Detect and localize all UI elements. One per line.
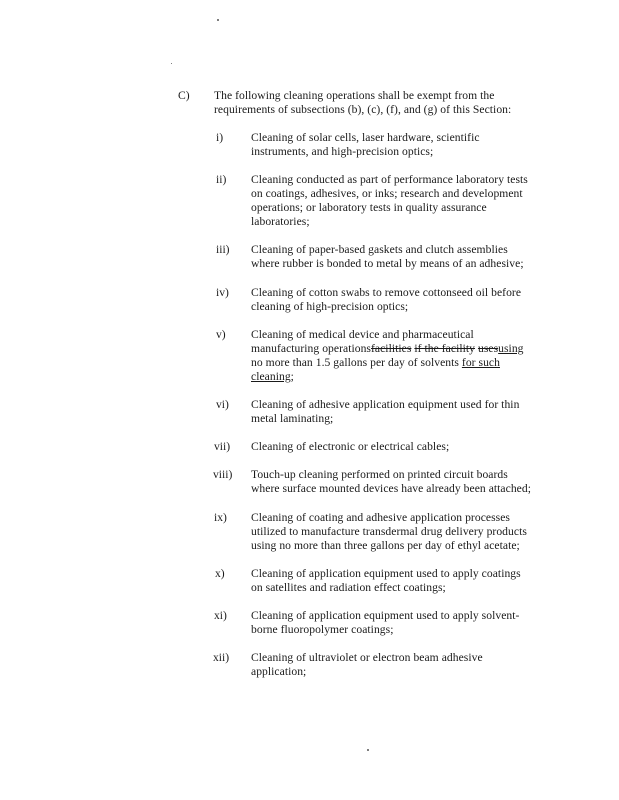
item-v-line-1: Cleaning of medical device and pharmaceutical <box>251 328 474 341</box>
item-ix-line-3: using no more than three gallons per day of ethyl acetate; <box>251 539 520 552</box>
item-vi-line-2: metal laminating; <box>251 412 334 425</box>
item-label-v: v) <box>216 328 226 341</box>
scan-speck <box>367 749 369 751</box>
item-v-line-4 <box>251 370 294 384</box>
item-label-ii: ii) <box>216 173 227 186</box>
struck-text-if-the-facility: if the facility <box>414 342 476 355</box>
item-label-i: i) <box>216 131 224 144</box>
item-ix-line-1: Cleaning of coating and adhesive application processes <box>251 511 510 524</box>
item-label-iii: iii) <box>216 243 230 256</box>
item-label-vii: vii) <box>214 440 231 453</box>
inserted-text-for-such: for such <box>461 356 500 369</box>
item-iv-line-2: cleaning of high-precision optics; <box>251 300 409 313</box>
item-xi-line-2: borne fluoropolymer coatings; <box>251 623 394 636</box>
item-ii-line-4: laboratories; <box>251 215 310 228</box>
item-viii-line-1: Touch-up cleaning performed on printed circuit boards <box>251 468 508 481</box>
item-iii-line-1: Cleaning of paper-based gaskets and clutch assemblies <box>251 243 508 256</box>
item-label-ix: ix) <box>214 511 227 524</box>
section-label: C) <box>178 89 190 102</box>
item-x-line-1: Cleaning of application equipment used to apply coatings <box>251 567 521 580</box>
item-vii-line-1: Cleaning of electronic or electrical cables; <box>251 440 450 453</box>
item-label-vi: vi) <box>216 398 229 411</box>
item-v-line-2 <box>251 342 524 356</box>
item-label-iv: iv) <box>216 286 229 299</box>
item-ii-line-3: operations; or laboratory tests in quality assurance <box>251 201 487 214</box>
inserted-text-cleaning: cleaning <box>251 370 291 383</box>
section-intro-line-1: The following cleaning operations shall be exempt from the <box>214 89 495 102</box>
item-iii-line-2: where rubber is bonded to metal by means of an adhesive; <box>251 257 524 270</box>
item-v-semicolon: ; <box>290 370 294 383</box>
item-ii-line-1: Cleaning conducted as part of performance laboratory tests <box>251 173 528 186</box>
item-vi-line-1: Cleaning of adhesive application equipment used for thin <box>251 398 520 411</box>
item-label-viii: viii) <box>213 468 233 481</box>
item-ix-line-2: utilized to manufacture transdermal drug delivery products <box>251 525 527 538</box>
scan-speck <box>171 63 172 64</box>
item-label-xii: xii) <box>213 651 230 664</box>
inserted-text-using: using <box>498 342 524 355</box>
struck-text-facilities: facilities <box>371 342 412 355</box>
item-label-x: x) <box>215 567 225 580</box>
item-xii-line-2: application; <box>251 665 307 678</box>
item-v-line-3 <box>251 356 500 370</box>
item-x-line-2: on satellites and radiation effect coatings; <box>251 581 446 594</box>
item-v-gallons-text: no more than 1.5 gallons per day of solvents <box>251 356 459 369</box>
item-v-manufacturing-text: manufacturing operations <box>251 342 371 355</box>
item-i-line-2: instruments, and high-precision optics; <box>251 145 434 158</box>
item-ii-line-2: on coatings, adhesives, or inks; research and development <box>251 187 523 200</box>
struck-text-uses: uses <box>477 342 499 355</box>
item-label-xi: xi) <box>214 609 227 622</box>
item-iv-line-1: Cleaning of cotton swabs to remove cottonseed oil before <box>251 286 522 299</box>
scan-speck <box>217 19 219 21</box>
item-xii-line-1: Cleaning of ultraviolet or electron beam adhesive <box>251 651 483 664</box>
item-viii-line-2: where surface mounted devices have already been attached; <box>251 482 531 495</box>
section-intro-line-2: requirements of subsections (b), (c), (f), and (g) of this Section: <box>214 103 512 116</box>
item-i-line-1: Cleaning of solar cells, laser hardware, scientific <box>251 131 480 144</box>
item-xi-line-1: Cleaning of application equipment used to apply solvent- <box>251 609 520 622</box>
